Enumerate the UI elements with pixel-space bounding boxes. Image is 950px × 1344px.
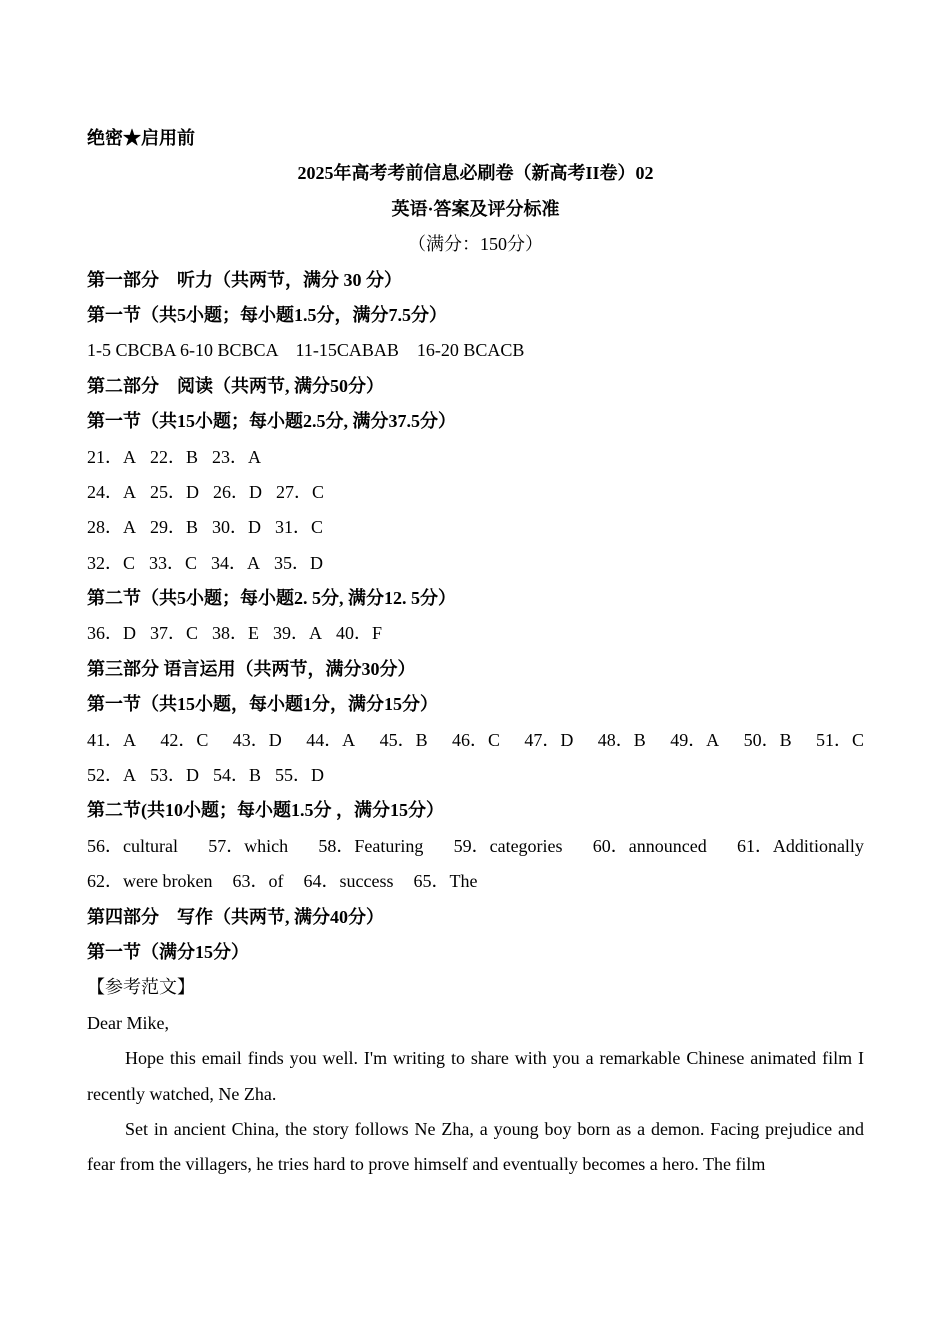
answer-item: 64．success bbox=[303, 871, 394, 892]
answer-item: 41．A bbox=[87, 729, 136, 750]
part1-heading: 第一部分 听力（共两节，满分 30 分） bbox=[87, 269, 402, 290]
answer-item: 43．D bbox=[232, 729, 282, 750]
part2-section1-heading: 第一节（共15小题；每小题2.5分, 满分37.5分） bbox=[87, 411, 456, 432]
answer-item: 26．D bbox=[213, 481, 262, 502]
answer-item: 53．D bbox=[150, 765, 199, 786]
answer-item: 48．B bbox=[597, 729, 646, 750]
part2-heading: 第二部分 阅读（共两节, 满分50分） bbox=[87, 375, 384, 396]
answer-item: 59．categories bbox=[453, 835, 563, 856]
answer-item: 36．D bbox=[87, 623, 136, 644]
answer-row bbox=[87, 616, 864, 651]
answer-item: 46．C bbox=[451, 729, 500, 750]
part1-answers: 1-5 CBCBA 6-10 BCBCA 11-15CABAB 16-20 BCACB bbox=[87, 340, 525, 361]
answer-item: 49．A bbox=[670, 729, 720, 750]
answer-row bbox=[87, 723, 864, 758]
answer-item: 32．C bbox=[87, 552, 136, 573]
answer-item: 31．C bbox=[275, 517, 324, 538]
answer-item: 28．A bbox=[87, 517, 136, 538]
letter-salutation: Dear Mike, bbox=[87, 1012, 169, 1033]
answer-item: 33．C bbox=[149, 552, 198, 573]
secret-label: 绝密★启用前 bbox=[87, 128, 195, 148]
answer-item: 44．A bbox=[306, 729, 356, 750]
answer-item: 47．D bbox=[524, 729, 574, 750]
answer-item: 56．cultural bbox=[87, 835, 178, 856]
page-title: 2025年高考考前信息必刷卷（新高考II卷）02 bbox=[297, 163, 654, 184]
answer-item: 51．C bbox=[815, 729, 864, 750]
letter-paragraph: Set in ancient China, the story follows Ne Zha, a young boy born as a demon. Facing prejudice and fear from the villagers, he tries hard to prove himself and eventually becomes a hero. The film bbox=[87, 1118, 864, 1175]
answer-item: 60．announced bbox=[592, 835, 707, 856]
sample-label: 【参考范文】 bbox=[87, 977, 195, 998]
answer-item: 25．D bbox=[150, 481, 199, 502]
part1-section1-heading: 第一节（共5小题；每小题1.5分，满分7.5分） bbox=[87, 304, 447, 325]
page-subtitle: 英语·答案及评分标准 bbox=[391, 198, 560, 219]
answer-row bbox=[87, 829, 864, 864]
total-score: （满分：150分） bbox=[408, 234, 543, 255]
answer-row bbox=[87, 758, 864, 793]
answer-item: 63．of bbox=[232, 871, 284, 892]
answer-row bbox=[87, 440, 864, 475]
answer-item: 21．A bbox=[87, 446, 136, 467]
answer-item: 22．B bbox=[150, 446, 199, 467]
answer-item: 23．A bbox=[212, 446, 262, 467]
answer-item: 37．C bbox=[150, 623, 199, 644]
answer-item: 42．C bbox=[160, 729, 209, 750]
answer-item: 45．B bbox=[379, 729, 428, 750]
answer-item: 39．A bbox=[273, 623, 323, 644]
answer-item: 38．E bbox=[212, 623, 260, 644]
answer-row bbox=[87, 510, 864, 545]
answer-item: 34．A bbox=[211, 552, 261, 573]
answer-item: 30．D bbox=[212, 517, 262, 538]
answer-item: 29．B bbox=[150, 517, 199, 538]
part3-section1-heading: 第一节（共15小题，每小题1分，满分15分） bbox=[87, 694, 438, 715]
part2-section2-heading: 第二节（共5小题；每小题2. 5分, 满分12. 5分） bbox=[87, 588, 456, 609]
answer-item: 55．D bbox=[275, 765, 325, 786]
answer-sheet bbox=[87, 121, 864, 1183]
answer-item: 24．A bbox=[87, 481, 136, 502]
part4-section1-heading: 第一节（满分15分） bbox=[87, 941, 249, 962]
answer-item: 40．F bbox=[336, 623, 383, 644]
letter-paragraph: Hope this email finds you well. I'm writing to share with you a remarkable Chinese animated film I recently watched, Ne Zha. bbox=[87, 1048, 864, 1104]
answer-item: 27．C bbox=[276, 481, 325, 502]
answer-item: 58．Featuring bbox=[318, 835, 424, 856]
answer-item: 65．The bbox=[413, 871, 478, 892]
answer-item: 62．were broken bbox=[87, 871, 213, 892]
answer-row bbox=[87, 546, 864, 581]
part3-heading: 第三部分 语言运用（共两节，满分30分） bbox=[87, 658, 416, 679]
part4-heading: 第四部分 写作（共两节, 满分40分） bbox=[87, 906, 384, 927]
answer-item: 54．B bbox=[213, 765, 262, 786]
answer-item: 50．B bbox=[743, 729, 792, 750]
part3-section2-heading: 第二节(共10小题；每小题1.5分 ，满分15分） bbox=[87, 800, 444, 821]
answer-row bbox=[87, 864, 864, 899]
answer-item: 61．Additionally bbox=[736, 835, 864, 856]
answer-item: 52．A bbox=[87, 765, 136, 786]
answer-item: 35．D bbox=[274, 552, 324, 573]
answer-row bbox=[87, 475, 864, 510]
answer-item: 57．which bbox=[208, 835, 289, 856]
